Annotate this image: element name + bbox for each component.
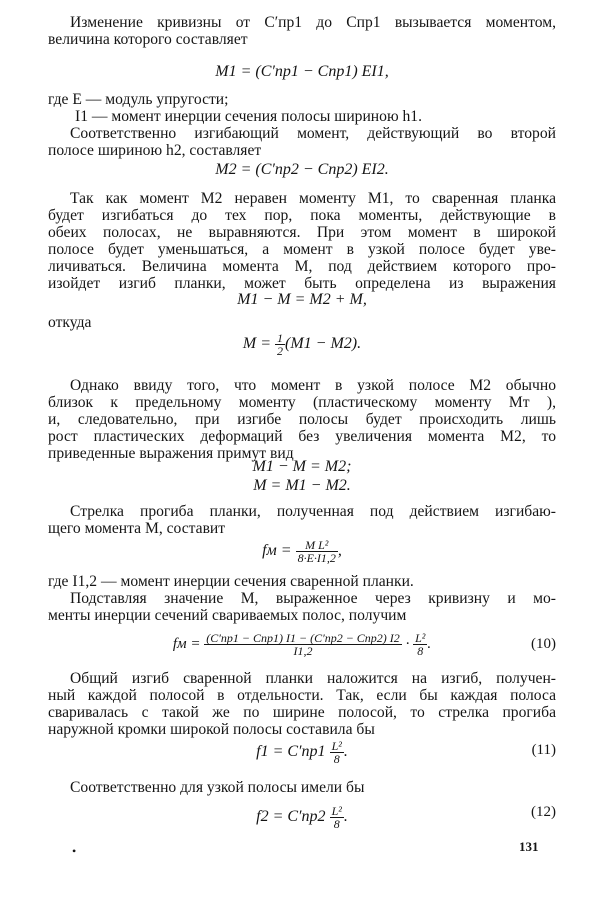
text-line: Соответственно для узкой полосы имели бы (70, 779, 365, 796)
text-line: Соответственно изгибающий момент, действующий во второй (70, 125, 556, 142)
text-line: где I1,2 — момент инерции сечения сваренной планки. (48, 573, 414, 590)
text-line: Подставляя значение M, выраженное через кривизну и мо- (70, 590, 556, 607)
text-line: обеих полосах, не выравняются. При этом момент в широкой (48, 224, 556, 241)
paragraph-1 (48, 14, 556, 48)
equation-number-11: (11) (531, 742, 556, 758)
eq-part: fм = (172, 636, 205, 652)
fraction (330, 740, 344, 765)
paragraph-2 (48, 91, 556, 159)
text-line: менты инерции сечений свариваемых полос, получим (48, 607, 407, 624)
numerator: L² (331, 803, 342, 818)
footer-mark: • (72, 844, 77, 858)
eq-part: fм = (262, 542, 296, 559)
denominator: I1,2 (293, 644, 313, 659)
eq-part: . (427, 636, 432, 652)
text-line: откуда (48, 314, 92, 331)
text-line: Так как момент M2 неравен моменту M1, то сваренная планка (70, 190, 556, 207)
eq-part: f2 = C′пр2 (256, 808, 330, 825)
equation-m2: M2 = (C′пр2 − Cпр2) EI2. (215, 161, 389, 178)
eq-part: , (337, 542, 342, 559)
text-line: рост пластических деформаций без увеличения момента M2, то (48, 428, 556, 445)
eq-part: · (401, 636, 414, 652)
text-line: величина которого составляет (48, 31, 248, 48)
text-line: ный каждой полосой в отдельности. Так, если бы каждая полоса (48, 687, 556, 704)
text-line: сваривалась с такой же по ширине полосой, то стрелка прогиба (48, 704, 556, 721)
eq-part: M = (242, 335, 275, 352)
fraction (413, 632, 427, 657)
fraction (296, 539, 338, 564)
numerator: (C′пр1 − Cпр1) I1 − (C′пр2 − Cпр2) I2 (206, 631, 400, 646)
paragraph-8 (48, 779, 556, 796)
text-line: где E — модуль упругости; (48, 91, 229, 108)
eq-part: (M1 − M2). (285, 335, 362, 352)
text-line: Однако ввиду того, что момент в узкой полосе M2 обычно (70, 377, 556, 394)
numerator: L² (415, 631, 426, 646)
eq-part: . (343, 743, 348, 760)
text-line: щего момента M, составит (48, 520, 226, 537)
numerator: L² (331, 738, 342, 753)
equation-number-12: (12) (531, 804, 556, 820)
numerator: 1 (277, 330, 283, 345)
text-line: наружной кромки широкой полосы составила бы (48, 721, 375, 738)
denominator: 8·E·I1,2 (297, 550, 336, 565)
equation-balance: M1 − M = M2 + M, (237, 291, 367, 308)
denominator: 2 (277, 343, 283, 358)
equation-fm (48, 536, 556, 566)
equation-m1: M1 = (C′пр1 − Cпр1) EI1, (215, 63, 389, 80)
fraction (204, 632, 402, 657)
text-line: полосе шириною h2, составляет (48, 142, 262, 159)
equation-number-10: (10) (531, 636, 556, 652)
text-line: Стрелка прогиба планки, полученная под действием изгибаю- (70, 503, 556, 520)
equation-12 (48, 802, 556, 832)
eq-part: . (343, 808, 348, 825)
numerator: M L² (296, 539, 338, 552)
text-line: полосе будет уменьшаться, а момент в узкой полосе будет уве- (48, 241, 556, 258)
text-line: личиваться. Величина момента M, под действием которого про- (48, 258, 556, 275)
text-line: приведенные выражения примут вид (48, 445, 294, 462)
text-line: Общий изгиб сваренной планки наложится на изгиб, получен- (70, 670, 556, 687)
denominator: 8 (333, 751, 340, 766)
paragraph-4 (48, 377, 556, 462)
paragraph-3 (48, 190, 556, 292)
text-line: I1 — момент инерции сечения полосы шириною h1. (75, 108, 422, 125)
paragraph-6 (48, 573, 556, 624)
text-line: близок к предельному моменту (пластическому моменту Mт ), (48, 394, 556, 411)
eq-part: f1 = C′пр1 (256, 743, 330, 760)
paragraph-5 (48, 503, 556, 537)
denominator: 8 (333, 816, 340, 831)
fraction (275, 332, 285, 357)
equation-m-short-1: M1 − M = M2; (252, 458, 352, 475)
denominator: 8 (417, 644, 424, 659)
equation-m-short-2: M = M1 − M2. (253, 477, 351, 494)
equation-11 (48, 737, 556, 767)
paragraph-7 (48, 670, 556, 738)
text-line: и, следовательно, при изгибе полосы будет происходить лишь (48, 411, 556, 428)
equation-m (48, 329, 556, 359)
fraction (330, 805, 344, 830)
text-line: Изменение кривизны от C′пр1 до Cпр1 вызывается моментом, (70, 14, 556, 31)
text-line: изойдет изгиб планки, может быть определена из выражения (48, 275, 556, 292)
equation-10 (48, 628, 556, 660)
page-number: 131 (519, 839, 539, 854)
text-line: будет изгибаться до тех пор, пока моменты, действующие в (48, 207, 556, 224)
